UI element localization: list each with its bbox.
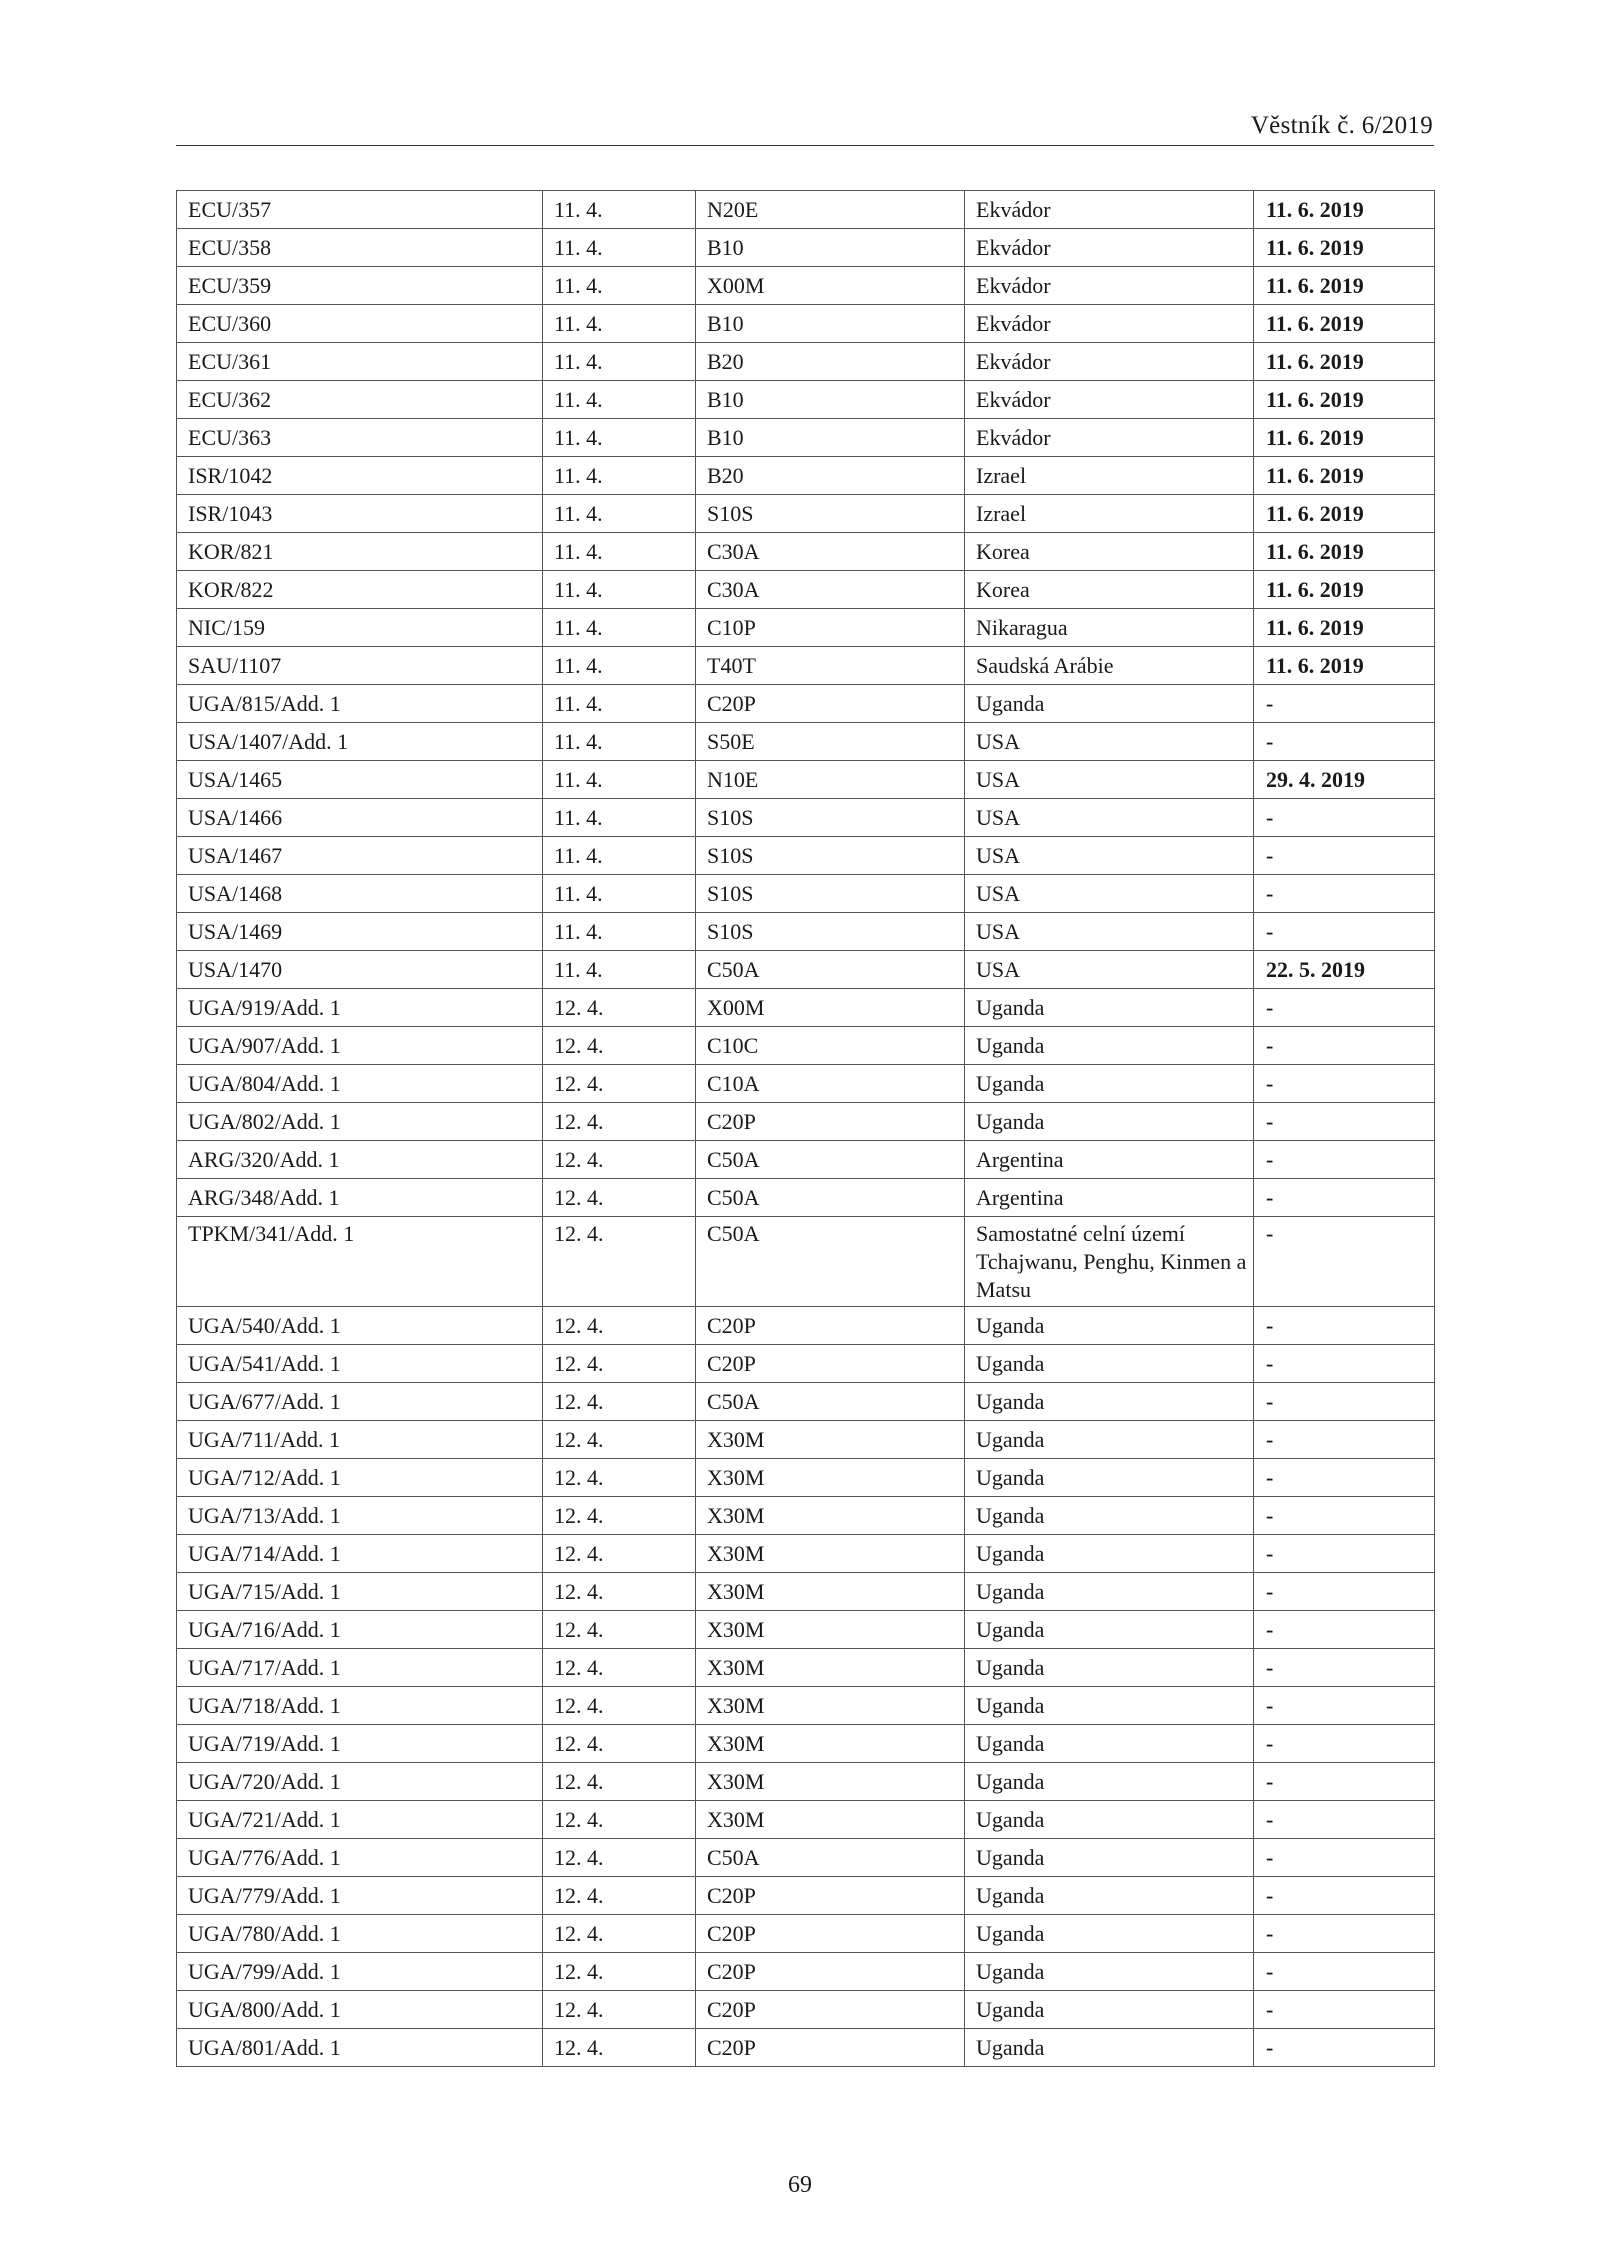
comment-deadline-cell: - [1254,1991,1435,2029]
comment-deadline-cell: 11. 6. 2019 [1254,647,1435,685]
notification-date-cell: 12. 4. [543,1459,696,1497]
comment-deadline-cell: - [1254,1217,1435,1307]
table-row [177,343,1435,381]
comment-deadline-cell: - [1254,1763,1435,1801]
table-row [177,1065,1435,1103]
notification-date-cell: 11. 4. [543,305,696,343]
ics-code-cell: B10 [696,229,965,267]
table-row [177,457,1435,495]
table-row [177,609,1435,647]
member-country-cell: Uganda [965,1611,1254,1649]
table-row [177,533,1435,571]
member-country-cell: Nikaragua [965,609,1254,647]
member-country-cell: Uganda [965,1103,1254,1141]
comment-deadline-cell: - [1254,1027,1435,1065]
member-country-cell: Uganda [965,1421,1254,1459]
notification-date-cell: 11. 4. [543,419,696,457]
comment-deadline-cell: - [1254,1307,1435,1345]
document-symbol-cell: ECU/358 [177,229,543,267]
document-symbol-cell: ECU/360 [177,305,543,343]
comment-deadline-cell: 11. 6. 2019 [1254,267,1435,305]
document-symbol-cell: UGA/907/Add. 1 [177,1027,543,1065]
member-country-cell: Uganda [965,1065,1254,1103]
notification-date-cell: 11. 4. [543,381,696,419]
document-symbol-cell: ECU/357 [177,191,543,229]
member-country-cell: Uganda [965,2029,1254,2067]
document-symbol-cell: UGA/800/Add. 1 [177,1991,543,2029]
document-symbol-cell: ISR/1042 [177,457,543,495]
notification-date-cell: 12. 4. [543,1421,696,1459]
table-row [177,495,1435,533]
ics-code-cell: X30M [696,1497,965,1535]
notification-date-cell: 11. 4. [543,343,696,381]
ics-code-cell: S10S [696,913,965,951]
ics-code-cell: C30A [696,533,965,571]
document-symbol-cell: UGA/541/Add. 1 [177,1345,543,1383]
ics-code-cell: X30M [696,1535,965,1573]
document-symbol-cell: UGA/540/Add. 1 [177,1307,543,1345]
document-symbol-cell: ECU/362 [177,381,543,419]
table-row [177,1915,1435,1953]
document-symbol-cell: SAU/1107 [177,647,543,685]
table-row [177,837,1435,875]
member-country-cell: USA [965,723,1254,761]
table-row [177,267,1435,305]
ics-code-cell: S10S [696,799,965,837]
ics-code-cell: S10S [696,837,965,875]
member-country-cell: Uganda [965,685,1254,723]
member-country-cell: Uganda [965,1459,1254,1497]
table-row [177,647,1435,685]
document-symbol-cell: UGA/717/Add. 1 [177,1649,543,1687]
table-row [177,1459,1435,1497]
ics-code-cell: S50E [696,723,965,761]
comment-deadline-cell: - [1254,1459,1435,1497]
comment-deadline-cell: - [1254,1801,1435,1839]
table-row [177,1421,1435,1459]
notification-date-cell: 12. 4. [543,1991,696,2029]
document-symbol-cell: UGA/804/Add. 1 [177,1065,543,1103]
member-country-cell: USA [965,951,1254,989]
member-country-cell: Ekvádor [965,305,1254,343]
member-country-cell: Uganda [965,1497,1254,1535]
document-symbol-cell: USA/1470 [177,951,543,989]
table-row [177,1611,1435,1649]
document-symbol-cell: ARG/348/Add. 1 [177,1179,543,1217]
document-symbol-cell: UGA/712/Add. 1 [177,1459,543,1497]
ics-code-cell: X30M [696,1725,965,1763]
ics-code-cell: C50A [696,951,965,989]
comment-deadline-cell: - [1254,989,1435,1027]
notification-date-cell: 12. 4. [543,1953,696,1991]
notification-date-cell: 12. 4. [543,1179,696,1217]
table-row [177,1497,1435,1535]
comment-deadline-cell: - [1254,1345,1435,1383]
table-row [177,685,1435,723]
notification-date-cell: 11. 4. [543,837,696,875]
ics-code-cell: B10 [696,305,965,343]
member-country-cell: Uganda [965,1801,1254,1839]
ics-code-cell: C20P [696,685,965,723]
document-symbol-cell: UGA/802/Add. 1 [177,1103,543,1141]
ics-code-cell: S10S [696,495,965,533]
document-symbol-cell: UGA/799/Add. 1 [177,1953,543,1991]
notification-date-cell: 12. 4. [543,1915,696,1953]
document-symbol-cell: UGA/919/Add. 1 [177,989,543,1027]
member-country-cell: Uganda [965,1839,1254,1877]
table-row [177,913,1435,951]
comment-deadline-cell: - [1254,2029,1435,2067]
member-country-cell: Uganda [965,1725,1254,1763]
table-row [177,1953,1435,1991]
member-country-cell: Uganda [965,1345,1254,1383]
table-row [177,381,1435,419]
notification-date-cell: 12. 4. [543,1725,696,1763]
journal-issue-title: Věstník č. 6/2019 [1250,112,1433,139]
ics-code-cell: B20 [696,343,965,381]
comment-deadline-cell: - [1254,1611,1435,1649]
table-row [177,1839,1435,1877]
comment-deadline-cell: - [1254,1383,1435,1421]
member-country-cell: Uganda [965,1763,1254,1801]
notification-date-cell: 12. 4. [543,1497,696,1535]
document-symbol-cell: UGA/718/Add. 1 [177,1687,543,1725]
comment-deadline-cell: 11. 6. 2019 [1254,343,1435,381]
document-symbol-cell: TPKM/341/Add. 1 [177,1217,543,1307]
member-country-cell: Argentina [965,1141,1254,1179]
document-symbol-cell: UGA/711/Add. 1 [177,1421,543,1459]
member-country-cell: Uganda [965,989,1254,1027]
ics-code-cell: C20P [696,1915,965,1953]
table-row [177,1535,1435,1573]
comment-deadline-cell: 11. 6. 2019 [1254,457,1435,495]
ics-code-cell: N20E [696,191,965,229]
member-country-cell: Ekvádor [965,191,1254,229]
table-row [177,1877,1435,1915]
member-country-cell: Korea [965,571,1254,609]
ics-code-cell: X30M [696,1611,965,1649]
ics-code-cell: C10C [696,1027,965,1065]
notification-date-cell: 12. 4. [543,1217,696,1307]
table-row [177,761,1435,799]
comment-deadline-cell: - [1254,1649,1435,1687]
ics-code-cell: C50A [696,1217,965,1307]
comment-deadline-cell: 11. 6. 2019 [1254,609,1435,647]
comment-deadline-cell: 11. 6. 2019 [1254,191,1435,229]
table-row [177,799,1435,837]
ics-code-cell: C10A [696,1065,965,1103]
member-country-cell: Uganda [965,1307,1254,1345]
document-symbol-cell: UGA/779/Add. 1 [177,1877,543,1915]
notification-date-cell: 12. 4. [543,1141,696,1179]
table-row [177,2029,1435,2067]
document-symbol-cell: UGA/713/Add. 1 [177,1497,543,1535]
member-country-cell: Uganda [965,1027,1254,1065]
table-row [177,1649,1435,1687]
notification-date-cell: 12. 4. [543,1573,696,1611]
table-row [177,1687,1435,1725]
table-row [177,989,1435,1027]
table-row [177,1179,1435,1217]
notification-date-cell: 12. 4. [543,1839,696,1877]
document-symbol-cell: ECU/361 [177,343,543,381]
table-row [177,1103,1435,1141]
table-row [177,229,1435,267]
member-country-cell: USA [965,799,1254,837]
comment-deadline-cell: 11. 6. 2019 [1254,495,1435,533]
comment-deadline-cell: 11. 6. 2019 [1254,533,1435,571]
member-country-cell: Uganda [965,1383,1254,1421]
table-row [177,1573,1435,1611]
table-row [177,1801,1435,1839]
ics-code-cell: C20P [696,1877,965,1915]
table-row [177,1345,1435,1383]
notification-date-cell: 11. 4. [543,647,696,685]
member-country-cell: Saudská Arábie [965,647,1254,685]
table-row [177,1141,1435,1179]
member-country-cell: USA [965,761,1254,799]
ics-code-cell: C10P [696,609,965,647]
notification-date-cell: 12. 4. [543,1611,696,1649]
member-country-cell: Ekvádor [965,419,1254,457]
comment-deadline-cell: - [1254,723,1435,761]
document-symbol-cell: UGA/721/Add. 1 [177,1801,543,1839]
notification-date-cell: 12. 4. [543,1535,696,1573]
comment-deadline-cell: 22. 5. 2019 [1254,951,1435,989]
notification-date-cell: 12. 4. [543,989,696,1027]
notification-date-cell: 11. 4. [543,609,696,647]
comment-deadline-cell: - [1254,1573,1435,1611]
member-country-cell: Korea [965,533,1254,571]
document-symbol-cell: USA/1469 [177,913,543,951]
comment-deadline-cell: - [1254,685,1435,723]
notification-date-cell: 11. 4. [543,913,696,951]
ics-code-cell: X00M [696,267,965,305]
comment-deadline-cell: - [1254,1953,1435,1991]
document-symbol-cell: ISR/1043 [177,495,543,533]
comment-deadline-cell: - [1254,1839,1435,1877]
comment-deadline-cell: 11. 6. 2019 [1254,229,1435,267]
document-symbol-cell: NIC/159 [177,609,543,647]
notification-date-cell: 12. 4. [543,1649,696,1687]
notification-date-cell: 11. 4. [543,267,696,305]
document-symbol-cell: UGA/815/Add. 1 [177,685,543,723]
ics-code-cell: C50A [696,1141,965,1179]
ics-code-cell: B10 [696,419,965,457]
table-row [177,571,1435,609]
table-row [177,1383,1435,1421]
notification-date-cell: 12. 4. [543,2029,696,2067]
document-symbol-cell: UGA/715/Add. 1 [177,1573,543,1611]
ics-code-cell: T40T [696,647,965,685]
table-row [177,1307,1435,1345]
table-row [177,191,1435,229]
notification-date-cell: 11. 4. [543,229,696,267]
comment-deadline-cell: - [1254,1421,1435,1459]
member-country-cell: USA [965,875,1254,913]
notification-date-cell: 11. 4. [543,799,696,837]
comment-deadline-cell: 11. 6. 2019 [1254,571,1435,609]
notification-date-cell: 12. 4. [543,1065,696,1103]
comment-deadline-cell: 11. 6. 2019 [1254,305,1435,343]
member-country-cell: Uganda [965,1687,1254,1725]
member-country-cell: Ekvádor [965,381,1254,419]
member-country-cell: Uganda [965,1573,1254,1611]
table-row [177,1763,1435,1801]
table-row [177,951,1435,989]
notification-date-cell: 12. 4. [543,1877,696,1915]
member-country-cell: Izrael [965,457,1254,495]
notification-date-cell: 11. 4. [543,571,696,609]
table-row [177,419,1435,457]
ics-code-cell: B20 [696,457,965,495]
document-symbol-cell: ECU/363 [177,419,543,457]
comment-deadline-cell: - [1254,1725,1435,1763]
member-country-cell: USA [965,913,1254,951]
ics-code-cell: C30A [696,571,965,609]
table-row [177,1991,1435,2029]
ics-code-cell: X00M [696,989,965,1027]
ics-code-cell: X30M [696,1763,965,1801]
ics-code-cell: X30M [696,1573,965,1611]
table-row [177,1027,1435,1065]
notification-date-cell: 11. 4. [543,951,696,989]
comment-deadline-cell: 11. 6. 2019 [1254,381,1435,419]
comment-deadline-cell: - [1254,1065,1435,1103]
comment-deadline-cell: - [1254,1179,1435,1217]
comment-deadline-cell: - [1254,1877,1435,1915]
ics-code-cell: C50A [696,1383,965,1421]
ics-code-cell: B10 [696,381,965,419]
member-country-cell: USA [965,837,1254,875]
notification-date-cell: 12. 4. [543,1103,696,1141]
comment-deadline-cell: - [1254,1141,1435,1179]
notification-date-cell: 11. 4. [543,457,696,495]
member-country-cell: Ekvádor [965,343,1254,381]
page-number: 69 [788,2172,812,2198]
member-country-cell: Uganda [965,1649,1254,1687]
ics-code-cell: C50A [696,1839,965,1877]
comment-deadline-cell: - [1254,1497,1435,1535]
notification-date-cell: 11. 4. [543,685,696,723]
notification-date-cell: 11. 4. [543,761,696,799]
ics-code-cell: C20P [696,1991,965,2029]
comment-deadline-cell: - [1254,1535,1435,1573]
comment-deadline-cell: - [1254,1103,1435,1141]
ics-code-cell: C20P [696,1307,965,1345]
document-symbol-cell: UGA/716/Add. 1 [177,1611,543,1649]
ics-code-cell: S10S [696,875,965,913]
ics-code-cell: C20P [696,1953,965,1991]
notification-table [176,190,1435,2067]
document-symbol-cell: ARG/320/Add. 1 [177,1141,543,1179]
member-country-cell: Uganda [965,1915,1254,1953]
notification-date-cell: 12. 4. [543,1383,696,1421]
document-symbol-cell: UGA/714/Add. 1 [177,1535,543,1573]
document-symbol-cell: UGA/720/Add. 1 [177,1763,543,1801]
member-country-cell: Samostatné celní území Tchajwanu, Penghu, Kinmen a Matsu [965,1217,1254,1307]
document-symbol-cell: USA/1407/Add. 1 [177,723,543,761]
member-country-cell: Ekvádor [965,267,1254,305]
document-symbol-cell: UGA/677/Add. 1 [177,1383,543,1421]
comment-deadline-cell: 29. 4. 2019 [1254,761,1435,799]
document-symbol-cell: UGA/780/Add. 1 [177,1915,543,1953]
member-country-cell: Uganda [965,1535,1254,1573]
ics-code-cell: X30M [696,1421,965,1459]
notification-date-cell: 12. 4. [543,1763,696,1801]
notification-date-cell: 12. 4. [543,1345,696,1383]
member-country-cell: Uganda [965,1991,1254,2029]
notification-date-cell: 11. 4. [543,533,696,571]
document-symbol-cell: USA/1468 [177,875,543,913]
comment-deadline-cell: - [1254,837,1435,875]
member-country-cell: Argentina [965,1179,1254,1217]
table-row [177,723,1435,761]
ics-code-cell: C20P [696,2029,965,2067]
notification-date-cell: 11. 4. [543,875,696,913]
notification-date-cell: 12. 4. [543,1801,696,1839]
ics-code-cell: C20P [696,1345,965,1383]
member-country-cell: Uganda [965,1877,1254,1915]
table-row [177,1725,1435,1763]
table-row [177,1217,1435,1307]
notification-date-cell: 12. 4. [543,1687,696,1725]
document-symbol-cell: USA/1465 [177,761,543,799]
comment-deadline-cell: 11. 6. 2019 [1254,419,1435,457]
ics-code-cell: X30M [696,1801,965,1839]
member-country-cell: Ekvádor [965,229,1254,267]
table-row [177,305,1435,343]
document-symbol-cell: KOR/821 [177,533,543,571]
document-symbol-cell: KOR/822 [177,571,543,609]
document-symbol-cell: UGA/801/Add. 1 [177,2029,543,2067]
ics-code-cell: X30M [696,1649,965,1687]
ics-code-cell: X30M [696,1459,965,1497]
notification-date-cell: 12. 4. [543,1307,696,1345]
header-divider [176,145,1434,146]
notification-date-cell: 11. 4. [543,495,696,533]
document-symbol-cell: USA/1466 [177,799,543,837]
ics-code-cell: N10E [696,761,965,799]
ics-code-cell: C50A [696,1179,965,1217]
comment-deadline-cell: - [1254,1687,1435,1725]
comment-deadline-cell: - [1254,1915,1435,1953]
comment-deadline-cell: - [1254,799,1435,837]
ics-code-cell: X30M [696,1687,965,1725]
member-country-cell: Izrael [965,495,1254,533]
notification-date-cell: 11. 4. [543,723,696,761]
ics-code-cell: C20P [696,1103,965,1141]
comment-deadline-cell: - [1254,913,1435,951]
document-symbol-cell: ECU/359 [177,267,543,305]
notification-table-body [177,191,1435,2067]
notification-date-cell: 12. 4. [543,1027,696,1065]
notification-date-cell: 11. 4. [543,191,696,229]
table-row [177,875,1435,913]
document-symbol-cell: USA/1467 [177,837,543,875]
document-symbol-cell: UGA/776/Add. 1 [177,1839,543,1877]
comment-deadline-cell: - [1254,875,1435,913]
document-symbol-cell: UGA/719/Add. 1 [177,1725,543,1763]
member-country-cell: Uganda [965,1953,1254,1991]
